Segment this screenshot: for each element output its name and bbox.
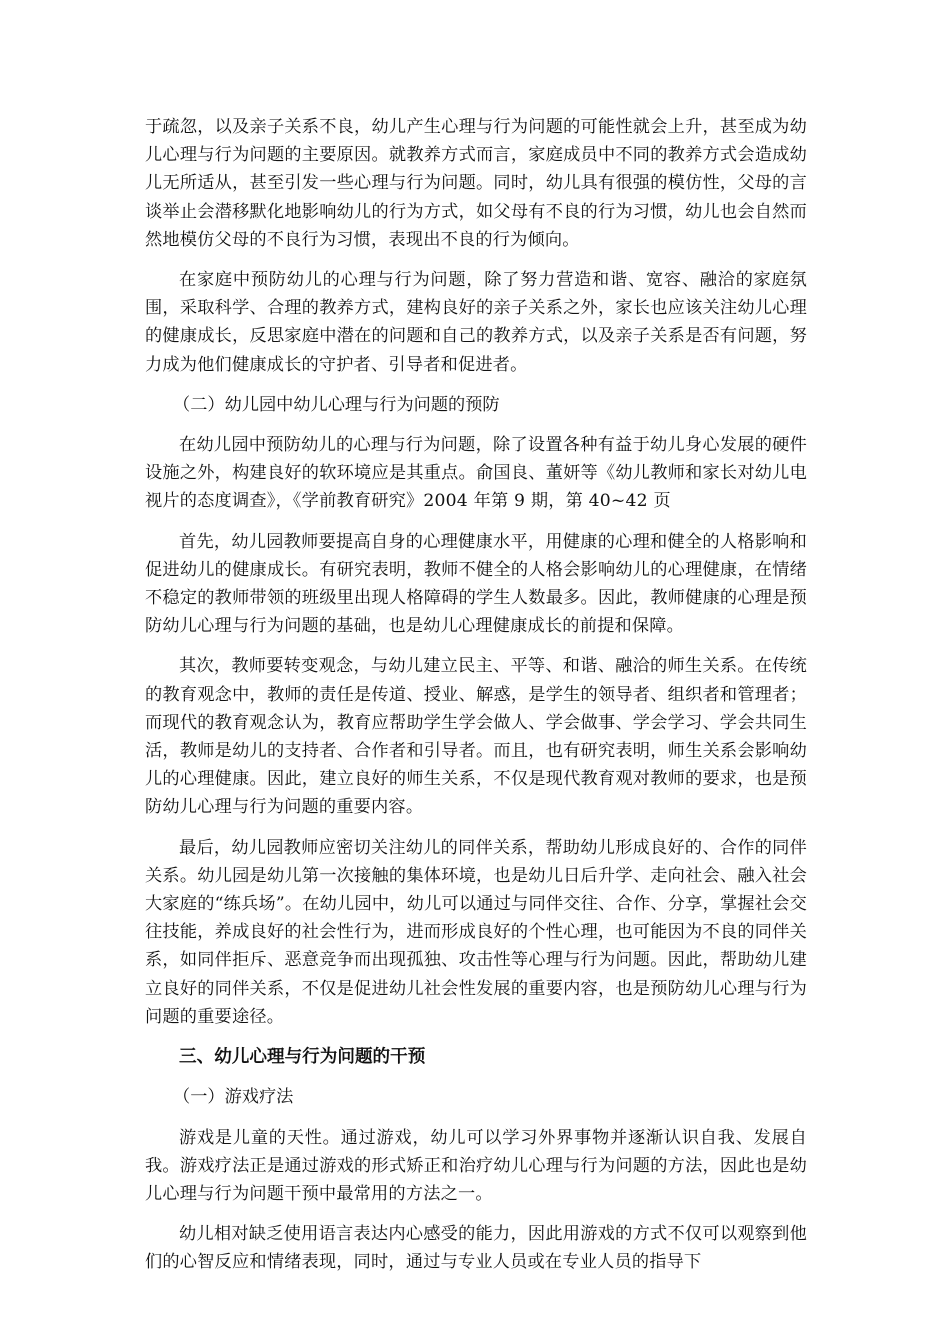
paragraph: 最后，幼儿园教师应密切关注幼儿的同伴关系，帮助幼儿形成良好的、合作的同伴关系。幼儿园是幼儿第一次接触的集体环境，也是幼儿日后升学、走向社会、融入社会大家庭的“练兵场”。在幼儿园中，幼儿可以通过与同伴交往、合作、分享，掌握社会交往技能，养成良好的社会性行为，进而形成良好的个性心理，也可能因为不良的同伴关系，如同伴拒斥、恶意竞争而出现孤独、攻击性等心理与行为问题。因此，帮助幼儿建立良好的同伴关系，不仅是促进幼儿社会性发展的重要内容，也是预防幼儿心理与行为问题的重要途径。 bbox=[145, 837, 807, 1027]
paragraph: 游戏是儿童的天性。通过游戏，幼儿可以学习外界事物并逐渐认识自我、发展自我。游戏疗法正是通过游戏的形式矫正和治疗幼儿心理与行为问题的方法，因此也是幼儿心理与行为问题干预中最常用的方法之一。 bbox=[145, 1127, 807, 1204]
paragraph: 在幼儿园中预防幼儿的心理与行为问题，除了设置各种有益于幼儿身心发展的硬件设施之外，构建良好的软环境应是其重点。俞国良、董妍等《幼儿教师和家长对幼儿电视片的态度调查》，《学前教育研究》2004 年第 9 期，第 40~42 页 bbox=[145, 435, 807, 512]
paragraph: 在家庭中预防幼儿的心理与行为问题，除了努力营造和谐、宽容、融洽的家庭氛围，采取科学、合理的教养方式，建构良好的亲子关系之外，家长也应该关注幼儿心理的健康成长，反思家庭中潜在的问题和自己的教养方式，以及亲子关系是否有问题，努力成为他们健康成长的守护者、引导者和促进者。 bbox=[145, 270, 807, 375]
subsection-heading: （二）幼儿园中幼儿心理与行为问题的预防 bbox=[173, 394, 500, 415]
paragraph: 首先，幼儿园教师要提高自身的心理健康水平，用健康的心理和健全的人格影响和促进幼儿的健康成长。有研究表明，教师不健全的人格会影响幼儿的心理健康，在情绪不稳定的教师带领的班级里出现人格障碍的学生人数最多。因此，教师健康的心理是预防幼儿心理与行为问题的基础，也是幼儿心理健康成长的前提和保障。 bbox=[145, 531, 807, 637]
paragraph: 幼儿相对缺乏使用语言表达内心感受的能力，因此用游戏的方式不仅可以观察到他们的心智反应和情绪表现，同时，通过与专业人员或在专业人员的指导下 bbox=[145, 1224, 807, 1273]
subsection-heading: （一）游戏疗法 bbox=[173, 1087, 294, 1108]
paragraph: 其次，教师要转变观念，与幼儿建立民主、平等、和谐、融洽的师生关系。在传统的教育观念中，教师的责任是传道、授业、解惑，是学生的领导者、组织者和管理者；而现代的教育观念认为，教育应帮助学生学会做人、学会做事、学会学习、学会共同生活，教师是幼儿的支持者、合作者和引导者。而且，也有研究表明，师生关系会影响幼儿的心理健康。因此，建立良好的师生关系，不仅是现代教育观对教师的要求，也是预防幼儿心理与行为问题的重要内容。 bbox=[145, 656, 807, 818]
section-heading: 三、幼儿心理与行为问题的干预 bbox=[179, 1047, 426, 1068]
document-page bbox=[145, 113, 807, 1289]
paragraph: 于疏忽，以及亲子关系不良，幼儿产生心理与行为问题的可能性就会上升，甚至成为幼儿心理与行为问题的主要原因。就教养方式而言，家庭成员中不同的教养方式会造成幼儿无所适从，甚至引发一些心理与行为问题。同时，幼儿具有很强的模仿性，父母的言谈举止会潜移默化地影响幼儿的行为方式，如父母有不良的行为习惯，幼儿也会自然而然地模仿父母的不良行为习惯，表现出不良的行为倾向。 bbox=[145, 117, 807, 250]
